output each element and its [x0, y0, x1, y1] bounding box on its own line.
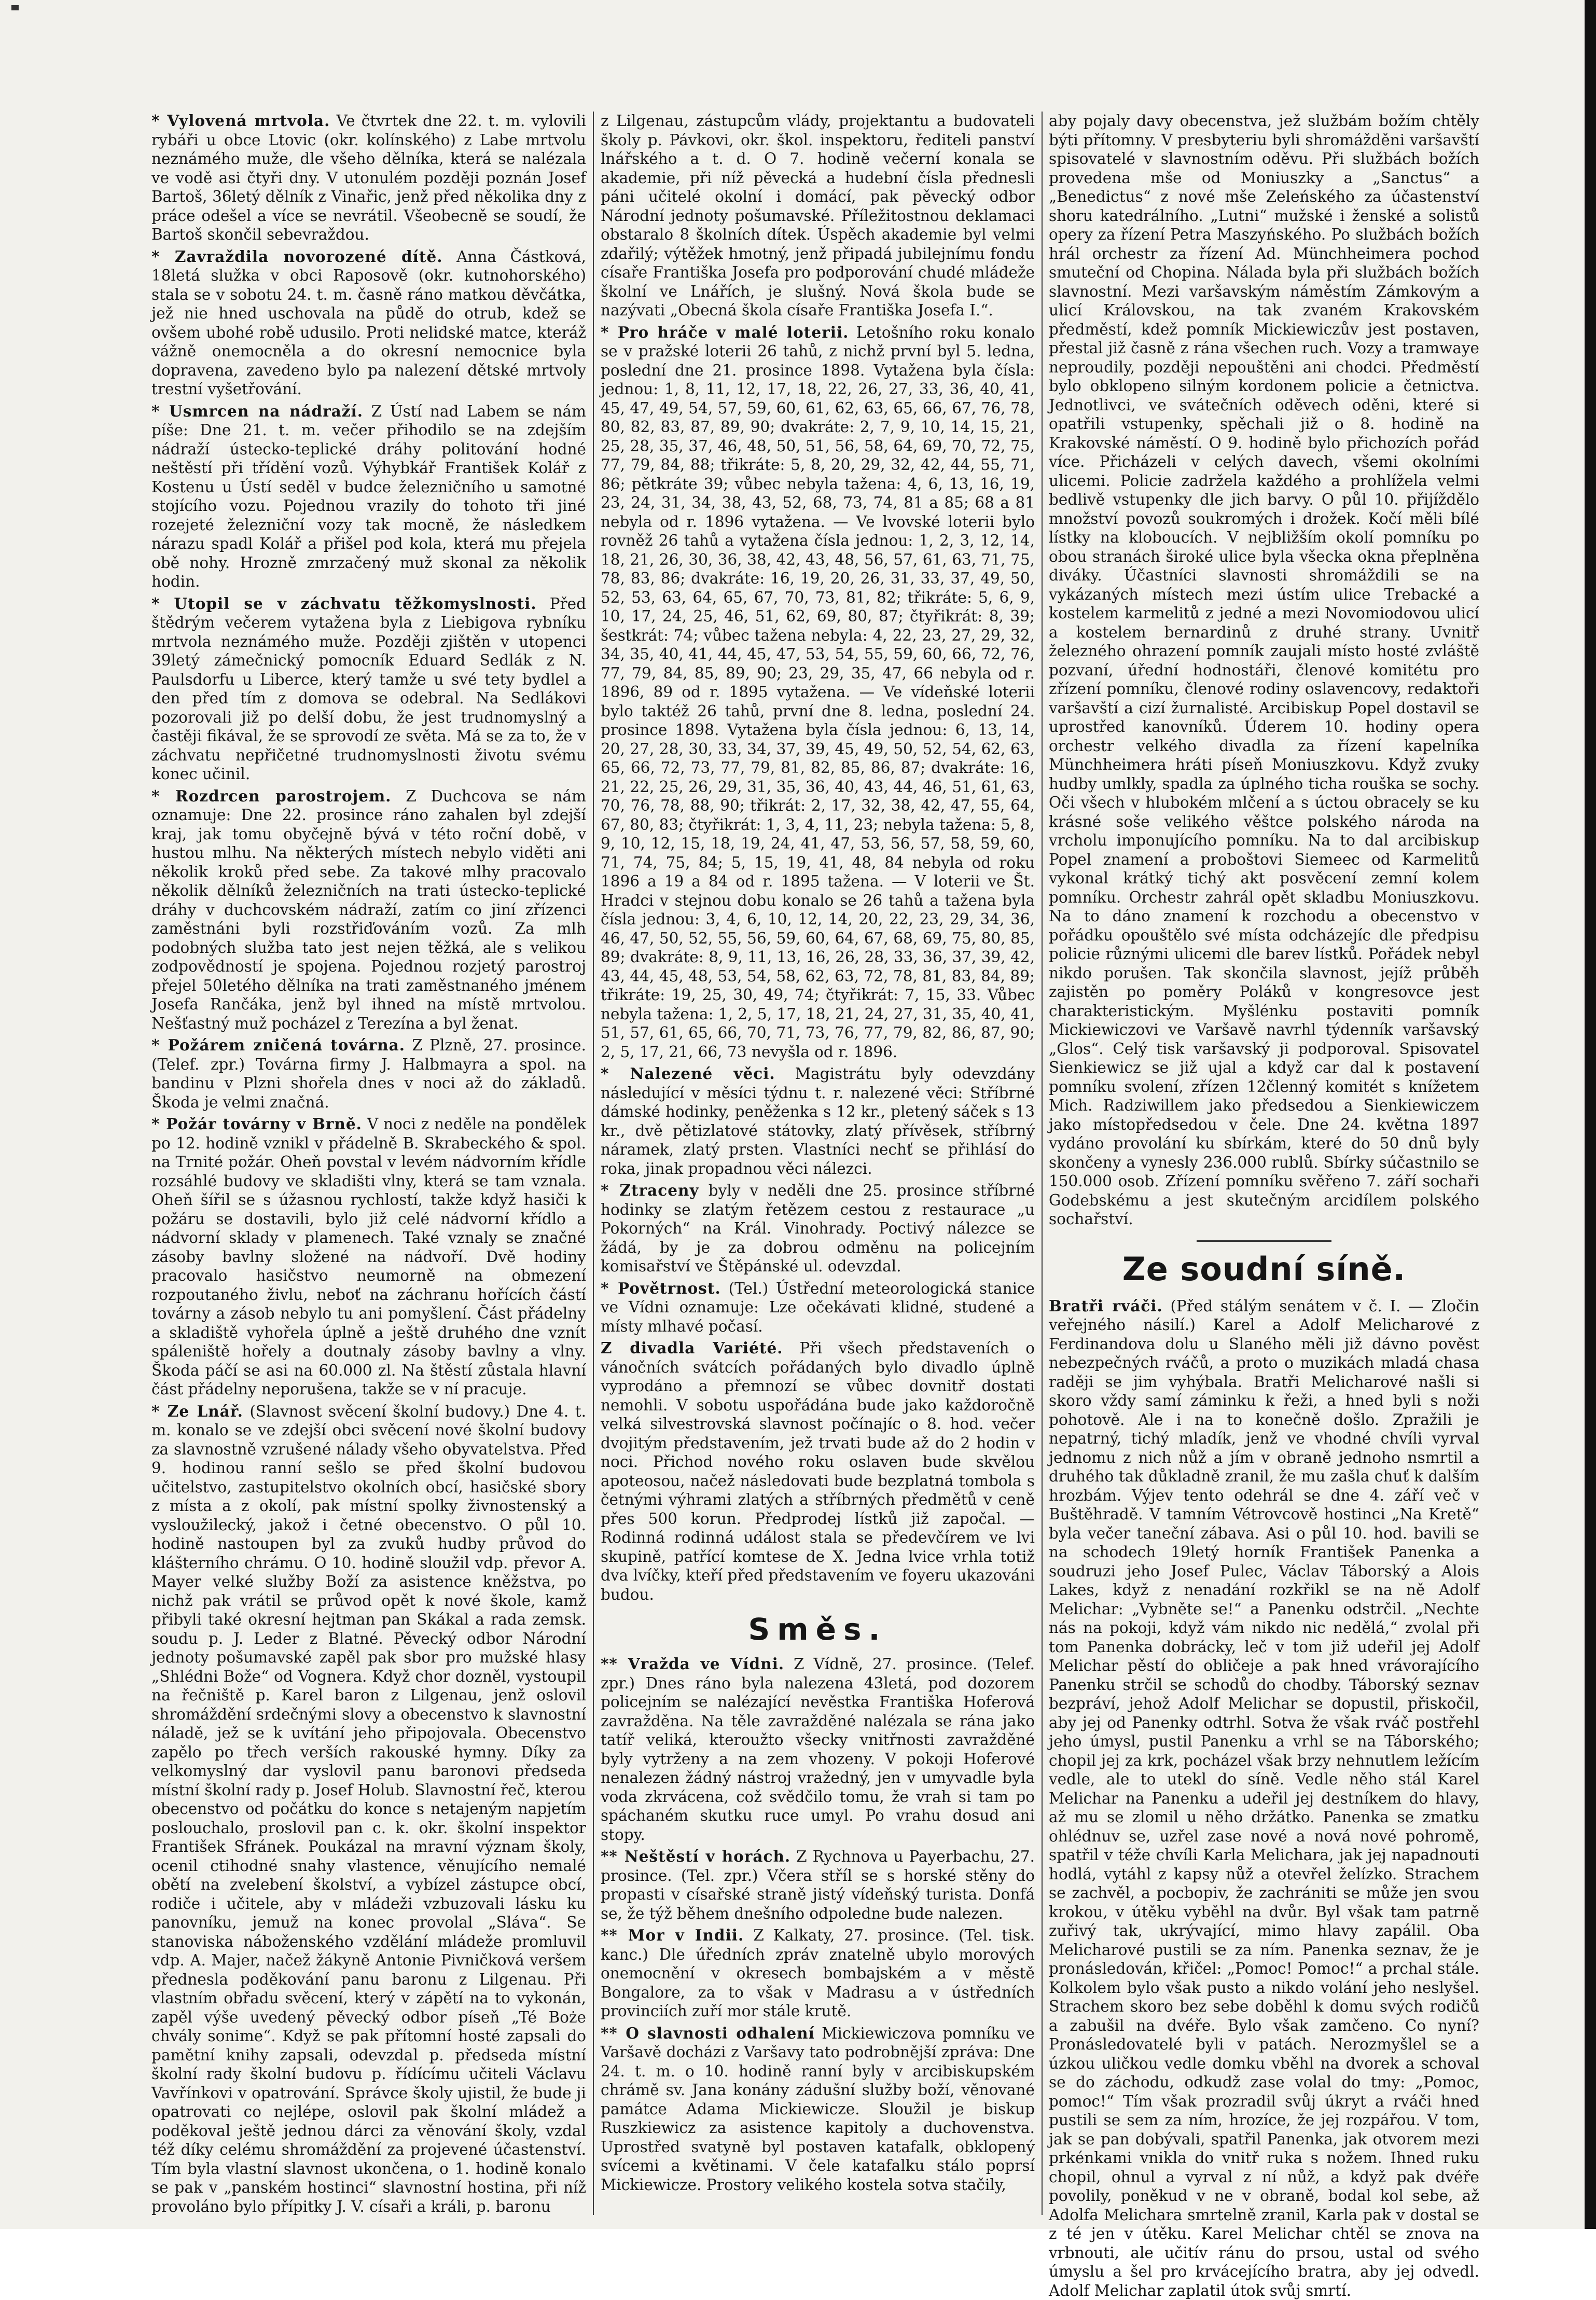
- article-heading: Bratři rváči.: [1049, 1297, 1163, 1315]
- article-heading: * Usmrcen na nádraží.: [151, 402, 363, 420]
- article-text: V noci z neděle na pondělek po 12. hodině vznikl v přádelně B. Skrabeckého & spol. na Trnité požár. Oheň povstal v levém nádvorním křídle rozsáhlé budovy ve skladišti vlny, která se tam vznala. Oheň šířil se s úžasnou rychlostí, takže když hasiči k požáru se dostavili, bylo již celé nádvorní křídlo a nádvorní sklady v plamenech. Také vznaly se značné zásoby bavlny složené na nádvoří. Dvě hodiny pracovalo hasičstvo neumorně na obmezení rozpoutaného živlu, neboť na záchranu hořících částí továrny a zásob nebylo tu ani pomyšlení. Část přádelny a skladiště vyhořela úplně a ještě druhého dne vznít spáleniště hořely a doutnaly zásoby bavlny a vlny. Škoda páčí se asi na 60.000 zl. Na štěstí zůstala hlavní část přádelny neporušena, takže se v ní pracuje.: [151, 1115, 586, 1398]
- article: [151, 402, 586, 591]
- article: [151, 1402, 586, 2216]
- article-text: Z Rychnova u Payerbachu, 27. prosince. (Tel. zpr.) Včera stříl se s horské stěny do propasti v císařské straně jistý vídeňský turista. Donfá se, že týž během dnešního odpoledne bude nalezen.: [601, 1848, 1035, 1922]
- article-text: Z Ústí nad Labem se nám píše: Dne 21. t. m. večer přihodilo se na zdejším nádraží ústecko-teplické dráhy politování hodné neštěstí při třídění vozů. Výhybkář František Kolář z Kostenu u Ústí seděl v budce železničního u samotné stojícího vozu. Pojednou vrazily do tohoto tři jiné rozejeté železniční vozy tak mocně, že následkem nárazu spadl Kolář a přišel pod kola, která mu přejela obě nohy. Hrozně zmrzačený muž skonal za několik hodin.: [151, 403, 586, 591]
- article: [151, 1036, 586, 1112]
- article-heading: * Požárem zničená továrna.: [151, 1036, 405, 1054]
- article-heading: * Pro hráče v malé loterii.: [601, 323, 849, 341]
- article-heading: ** Mor v Indii.: [601, 1926, 744, 1944]
- article-text: Letošního roku konalo se v pražské loterii 26 tahů, z nichž první byl 5. ledna, poslední dne 21. prosince 1898. Vytažena byla čísla: jednou: 1, 8, 11, 12, 17, 18, 22, 26, 27, 33, 36, 40, 41, 45, 47, 49, 54, 57, 59, 60, 61, 62, 63, 65, 66, 67, 76, 78, 80, 82, 83, 87, 89, 90; dvakráte: 2, 7, 9, 10, 14, 15, 21, 25, 28, 35, 37, 46, 48, 50, 51, 56, 58, 64, 69, 70, 72, 75, 77, 79, 84, 88; třikráte: 5, 8, 20, 29, 32, 42, 44, 55, 71, 86; pětkráte 39; vůbec nebyla tažena: 4, 6, 13, 16, 19, 23, 24, 31, 34, 38, 43, 52, 68, 73, 74, 81 a 85; 68 a 81 nebyla od r. 1896 vytažena. — Ve lvovské loterii bylo rovněž 26 tahů a vytažena čísla jednou: 1, 2, 3, 12, 14, 18, 21, 26, 30, 36, 38, 42, 43, 48, 56, 57, 61, 63, 71, 75, 78, 83, 86; dvakráte: 16, 19, 20, 26, 31, 33, 37, 49, 50, 52, 53, 63, 64, 65, 67, 70, 73, 81, 82; třikráte: 5, 6, 9, 10, 17, 24, 25, 46, 51, 62, 69, 80, 87; čtyřikrát: 8, 39; šestkrát: 74; vůbec tažena nebyla: 4, 22, 23, 27, 29, 32, 34, 35, 40, 41, 44, 45, 47, 53, 54, 55, 59, 60, 66, 72, 76, 77, 79, 84, 85, 89, 90; 23, 29, 35, 47, 66 nebyla od r. 1896, 89 od r. 1895 vytažena. — Ve vídeňské loterii bylo taktéž 26 tahů, první dne 8. ledna, poslední 24. prosince 1898. Vytažena byla čísla jednou: 6, 13, 14, 20, 27, 28, 30, 33, 34, 37, 39, 45, 49, 50, 52, 54, 62, 63, 65, 66, 72, 73, 77, 79, 81, 82, 85, 86, 87; dvakráte: 16, 21, 22, 25, 26, 29, 31, 35, 36, 40, 43, 44, 46, 51, 61, 63, 70, 76, 78, 88, 90; třikrát: 2, 17, 32, 38, 42, 47, 55, 64, 67, 80, 83; čtyřikrát: 1, 3, 4, 11, 23; nebyla tažena: 5, 8, 9, 10, 12, 15, 18, 19, 24, 41, 47, 53, 56, 57, 58, 59, 60, 71, 74, 75, 84; 5, 15, 19, 41, 48, 84 nebyla od roku 1896 a 19 a 84 od r. 1895 tažena. — V loterii ve Št. Hradci v stejnou dobu konalo se 26 tahů a tažena byla čísla jednou: 3, 4, 6, 10, 12, 14, 20, 22, 23, 29, 34, 36, 46, 47, 50, 52, 55, 56, 59, 60, 64, 67, 68, 69, 75, 80, 85, 89; dvakráte: 8, 9, 11, 13, 16, 26, 28, 33, 36, 37, 39, 42, 43, 44, 45, 48, 53, 54, 58, 62, 63, 72, 78, 81, 83, 84, 89; třikráte: 19, 25, 30, 49, 74; čtyřikrát: 7, 15, 33. Vůbec nebyla tažena: 1, 2, 5, 17, 18, 21, 24, 27, 31, 35, 40, 41, 51, 57, 61, 65, 66, 70, 71, 73, 76, 77, 79, 82, 86, 87, 90; 2, 5, 17, 21, 66, 73 nevyšla od r. 1896.: [601, 324, 1035, 1061]
- article-text: Magistrátu byly odevzdány následující v měsíci týdnu t. r. nalezené věci: Stříbrné dámské hodinky, peněženka s 12 kr., pletený sáček s 13 kr., dvě pětizlatové státovky, zlatý přívěsek, stříbrný náramek, zlatý prsten. Vlastníci nechť se přihlásí do roka, jinak propadnou věci nálezci.: [601, 1065, 1035, 1177]
- article-heading: * Požár továrny v Brně.: [151, 1115, 362, 1133]
- article: [151, 594, 586, 784]
- section-heading: Směs.: [601, 1611, 1035, 1647]
- article: [601, 323, 1035, 1062]
- article-heading: ** Neštěstí v horách.: [601, 1847, 790, 1865]
- article-text: Při všech představeních o vánočních svátcích pořádaných bylo divadlo úplně vyprodáno a přemnozí se vůbec dovnitř dostati nemohli. V sobotu uspořádána bude jako každoročně velká silvestrovská slavnost počínajíc o 8. hod. večer dvojitým představením, jež trvati bude až do 2 hodin v noci. Přichod nového roku oslaven bude skvělou apoteosou, načež následovati bude bezplatná tombola s četnými výhrami zlatých a stříbrných předmětů v ceně přes 500 korun. Předprodej lístků již započal. — Rodinná rodinná událost stala se předevčírem ve lvi skupině, patřící komtese de X. Jedna lvice vrhla totiž dva lvíčky, kteří před představením ve foyeru ukazováni budou.: [601, 1339, 1035, 1603]
- article: [151, 247, 586, 399]
- article-text: z Lilgenau, zástupcům vlády, projektantu a budovateli školy p. Pávkovi, okr. škol. inspektoru, řediteli panství lnářského a t. d. O 7. hodině večerní konala se akademie, při níž pěvecká a hudební čísla přednesli páni učitelé okolní i domácí, pak pěvecký odbor Národní jednoty pošumavské. Příležitostnou deklamaci obstaralo 8 školních dítek. Úspěch akademie byl velmi zdařilý; výtěžek hmotný, jenž připadá jubilejnímu fondu císaře Františka Josefa pro podporování chudé mládeže školní ve Lnářích, je slušný. Nová škola bude se nazývati „Obecná škola císaře Františka Josefa I.“.: [601, 112, 1035, 319]
- article-text: Ve čtvrtek dne 22. t. m. vylovili rybáři u obce Ltovic (okr. kolínského) z Labe mrtvolu neznámého muže, dle všeho dělníka, která se nalézala ve vodě asi čtyři dny. V utonulém později poznán Josef Bartoš, 36letý dělník z Vinařic, jenž před několika dny z práce odešel a více se nevrátil. Všeobecně se soudí, že Bartoš skončil sebevraždou.: [151, 112, 586, 243]
- column-rule: [593, 112, 594, 2215]
- article: [601, 1064, 1035, 1178]
- article-heading: Z divadla Variété.: [601, 1339, 783, 1357]
- article: [601, 1181, 1035, 1276]
- article-text: Anna Částková, 18letá služka v obci Raposově (okr. kutnohorského) stala se v sobotu 24. t. m. časně ráno matkou děvčátka, jež nie hned uschovala na půdě do otrub, kdež se ovšem ubohé robě udusilo. Proti nelidské matce, kteráž vážně onemocněla a do okresní nemocnice byla dopravena, zavedeno bylo pa nalezení dětské mrtvoly trestní vyšetřování.: [151, 248, 586, 398]
- article: [1049, 112, 1479, 1229]
- article-heading: ** Vražda ve Vídni.: [601, 1655, 784, 1673]
- article-heading: * Nalezené věci.: [601, 1064, 775, 1083]
- article-text: Mickiewiczova pomníku ve Varšavě docházi z Varšavy tato podrobnější zpráva: Dne 24. t. m. o 10. hodině ranní byly v arcibiskupském chrámě sv. Jana konány zádušní služby boží, věnované památce Adama Mickiewicze. Sloužil je biskup Ruszkiewicz za asistence kapitoly a duchovenstva. Uprostřed svatyně byl postaven katafalk, obklopený svícemi a květinami. V čele katafalku stálo poprsí Mickiewicze. Prostory velikého kostela sotva stačily,: [601, 2025, 1035, 2194]
- article: [601, 2024, 1035, 2195]
- article: [601, 1847, 1035, 1923]
- article-text: Před štědrým večerem vytažena byla z Liebigova rybníku mrtvola neznámého muže. Později zjištěn v utopenci 39letý zámečnický pomocník Eduard Sedlák z N. Paulsdorfu u Liberce, který tamže u své tety bydlel a den před tím z domova se odebral. Na Sedlákovi pozorovali již po delší dobu, že jest trudnomyslný a častěji fikával, že se sprovodí ze světa. Má se za to, že v záchvatu nepřičetné trudnomyslnosti životu svému konec učinil.: [151, 595, 586, 783]
- column-rule: [1042, 112, 1043, 2215]
- section-heading: Ze soudní síně.: [1049, 1249, 1479, 1290]
- article-heading: ** O slavnosti odhalení: [601, 2024, 815, 2042]
- section-divider: [1197, 1240, 1331, 1242]
- article-heading: * Ze Lnář.: [151, 1402, 243, 1420]
- article-text: Z Duchcova se nám oznamuje: Dne 22. prosince ráno zahalen byl zdejší kraj, jak tomu obyčejně bývá v této roční době, v hustou mlhu. Na některých místech nebylo viděti ani několik kroků před sebe. Za takové mlhy pracovalo několik dělníků železničních na trati ústecko-teplické dráhy v duchcovském nádraží, zatím co jiní zřízenci zaměstnáni byli rozstřiďováním vozů. Za mlh podobných služba tato jest nejen těžká, ale s velikou zodpovědností je spojena. Pojednou rozjetý parostroj přejel 50letého dělníka na trati zaměstnaného jménem Josefa Rančáka, jenž byl ihned na místě mrtvolou. Nešťastný muž pocházel z Terezína a byl ženat.: [151, 787, 586, 1032]
- article-heading: * Zavraždila novorozené dítě.: [151, 247, 443, 266]
- page-edge-shadow: [1585, 0, 1596, 2229]
- column-3: [1049, 112, 1479, 2218]
- article-text: Z Kalkaty, 27. prosince. (Tel. tisk. kanc.) Dle úředních zpráv znatelně ubylo morových onemocnění v okresech bombajském a v městě Bongalore, za to však v Madrasu a v ústředních provinciích zuří mor stále krutě.: [601, 1927, 1035, 2020]
- article-heading: * Ztraceny: [601, 1181, 699, 1199]
- article-heading: * Utopil se v záchvatu těžkomyslnosti.: [151, 594, 537, 613]
- article-text: (Slavnost svěcení školní budovy.) Dne 4. t. m. konalo se ve zdejší obci svěcení nové školní budovy za slavnostně vzrušené nálady všeho obyvatelstva. Před 9. hodinou ranní sešlo se před školní budovou učitelstvo, zastupitelstvo okolních obcí, hasičské sbory z místa a z okolí, pak místní spolky živnostenský a vysloužilecký, jakož i četné obecenstvo. O půl 10. hodině nastoupen byl za zvuků hudby průvod do klášterního chrámu. O 10. hodině sloužil vdp. převor A. Mayer velké služby Boží za asistence kněžstva, po nichž pak vrátil se průvod opět k nové škole, kamž přibyli také okresní hejtman pan Skákal a rada zemsk. soudu p. J. Leder z Blatné. Pěvecký odbor Národní jednoty pošumavské zapěl pak sbor pro mužské hlasy „Shlédni Bože“ od Vognera. Když chor dozněl, vystoupil na řečniště p. Karel baron z Lilgenau, jenž oslovil shromáždění srdečnými slovy a obecenstvo k slavnostní náladě, jež se k uvítání jeho připojovala. Obecenstvo zapělo po třech verších rakouské hymny. Díky za velkomyslný dar vyslovil panu baronovi předseda místní školní rady p. Josef Holub. Slavnostní řeč, kterou obecenstvo od počátku do konce s netajeným napjetím poslouchalo, proslovil pan c. k. okr. školní inspektor František Sfránek. Poukázal na mravní význam školy, ocenil ctihodné snahy vlastence, věnujícího nemalé obětí na zvelebení školství, a vybízel zástupce obcí, rodiče i učitele, aby v mládeži vzbuzovali lásku ku panovníku, jemuž na konec provolal „Sláva“. Se stanoviska náboženského vzdělání mládeže promluvil vdp. A. Majer, načež žákyně Antonie Pivničková veršem přednesla poděkování panu baronu z Lilgenau. Při vlastním obřadu svěcení, který v zápětí na to vykonán, zapěl výše uvedený pěvecký odbor píseň „Té Boże chvály sonime“. Když se pak přítomní hosté zapsali do pamětní knihy zapsali, odevzdal p. předseda místní školní rady školní budovu p. řídícímu učiteli Václavu Vavřínkovi v opatrování. Správce školy ujistil, že bude ji opatrovati co nejlépe, oslovil pak školní mládež a poděkoval ještě jednou dárci za věnování školy, vzdal též díky celému shromáždění za projevené účastenství. Tím byla vlastní slavnost ukončena, o 1. hodině konalo se pak v „panském hostinci“ slavnostní hostina, při níž provoláno bylo přípitky J. V. císaři a králi, p. baronu: [151, 1403, 586, 2215]
- article: [601, 1279, 1035, 1336]
- article: [601, 1655, 1035, 1844]
- article-text: byly v neděli dne 25. prosince stříbrné hodinky se zlatým řetězem cestou z restaurace „u Pokorných“ na Král. Vinohrady. Poctivý nálezce se žádá, by je za dobrou odměnu na policejním komisařství ve Štěpánské ul. odevzdal.: [601, 1182, 1035, 1275]
- page-corner-mark: [11, 5, 19, 10]
- article-heading: * Povětrnost.: [601, 1279, 721, 1297]
- article: [151, 1115, 586, 1399]
- article-text: Z Plzně, 27. prosince. (Telef. zpr.) Továrna firmy J. Halbmayra a spol. na bandinu v Plzni shořela dnes v noci až do základů. Škoda je velmi značná.: [151, 1036, 586, 1111]
- article-text: (Tel.) Ústřední meteorologická stanice ve Vídni oznamuje: Lze očekávati klidné, studené a místy mlhavé počasí.: [601, 1280, 1035, 1335]
- column-1: [151, 112, 586, 2218]
- article-text: aby pojaly davy obecenstva, jež službám božím chtěly býti přítomny. V presbyteriu byli shromážděni varšavští spisovatelé v slavnostním oděvu. Při službách božích provedena mše od Moniuszky a „Sanctus“ a „Benedictus“ z nové mše Zeleńského za účastenství shoru katedrálního. „Lutni“ mužské i ženské a solistů opery za řízení Petra Maszyńského. Po službách božích hrál orchestr za řízení Ad. Münchheimera pochod smuteční od Chopina. Nálada byla při službách božích slavnostní. Mezi varšavským náměstím Zámkovým a ulicí Královskou, na tak zvaném Krakovském předměstí, kdež pomník Mickiewiczův jest postaven, přestal již časně z rána všechen ruch. Vozy a tramwaye neproudily, později nepouštěni ani chodci. Předměstí bylo obklopeno silným kordonem policie a četnictva. Jednotlivci, ve svátečních oděvech oděni, které si opatřili vstupenky, spěchali již o 8. hodině na Krakovské náměstí. O 9. hodině bylo přichozích pořád více. Přicházeli v celých davech, všemi okolními ulicemi. Policie zadržela každého a prohlížela velmi bedlivě vstupenky dle jich barvy. O půl 10. přijíždělo množství povozů soukromých i drožek. Kočí měli bílé lístky na kloboucích. V nejbližším okolí pomníku po obou stranách široké ulice byla všecka okna přeplněna diváky. Účastníci slavnosti shromáždili se na vykázaných místech mezi ústím ulice Trebacké a kostelem karmelitů z jedné a mezi Novomiodovou ulicí a kostelem bernardinů z druhé strany. Uvnitř železného ohrazení pomník zaujali místo hosté zvláště pozvaní, úřední hodnostáři, členové komitétu pro zřízení pomníku, členové rodiny oslavencovy, redaktoři varšavští a cizí žurnalisté. Arcibiskup Popel dostavil se uprostřed kanovníků. Úderem 10. hodiny opera orchestr velkého divadla za řízení kapelníka Münchheimera hráti píseň Moniuszkovu. Když zvuky hudby umlkly, spadla za úplného ticha rouška se sochy. Oči všech v hlubokém mlčení a s úctou obracely se ku krásné soše velikého věštce polského národa na vrcholu imponujícího pomníku. Na to dal arcibiskup Popel znamení a proboštovi Siemeec od Karmelitů vykonal krátký tichý akt posvěcení zemní kolem pomníku. Orchestr zahrál opět skladbu Moniuszkovu. Na to dáno znamení k rozchodu a obecenstvo v pořádku opouštělo své místa odcházejíc dle předpisu policie různými ulicemi dle barev lístků. Pořádek nebyl nikdo porušen. Tak skončila slavnost, jejíž průběh zajistěn po poměry Poláků v kongresovce jest charakteristickým. Myšlénku postaviti pomník Mickiewiczovi ve Varšavě navrhl týdenník varšavský „Glos“. Celý tisk varšavský ji podporoval. Spisovatel Sienkiewicz se již ujal a když car dal k postavení pomníku svolení, zřízen 12členný komitét s knížetem Mich. Radziwillem jako předsedou a Sienkiewiczem jako místopředsedou v čele. Dne 24. května 1897 vydáno provolání ku sbírkám, které do 50 dnů byly skončeny a vynesly 236.000 rublů. Sbírky súčastnilo se 150.000 osob. Zřízení pomníku svěřeno 7. září sochaři Godebskému a jest skutečným arcidílem polského sochařství.: [1049, 112, 1479, 1228]
- article-heading: * Rozdrcen parostrojem.: [151, 787, 391, 805]
- article: [601, 1926, 1035, 2021]
- article-text: Z Vídně, 27. prosince. (Telef. zpr.) Dnes ráno byla nalezena 43letá, pod dozorem policejním se nalézající nevěstka Františka Hoferová zavražděna. Na těle zavražděné nalézala se rána jako tatíř veliká, kteroužto všecky vnitřnosti zavražděné byly vytrženy a na zem vhozeny. V pokoji Hoferové nenalezen žádný nástroj vražedný, jen v umyvadle byla voda zkrvácena, což svědčilo tomu, že vrah si tam po spáchaném skutku ruce umyl. Po vrahu dosud ani stopy.: [601, 1655, 1035, 1844]
- article: [601, 112, 1035, 320]
- article-text: (Před stálým senátem v č. I. — Zločin veřejného násilí.) Karel a Adolf Melicharové z Ferdinandova dolu u Slaného měli již dávno pověst nebezpečných rváčů, a proto o muzikách mladá chasa raději se jim vyhýbala. Bratři Melicharové našli si skoro vždy samí záminku k řeži, a hned byli s noži pohotově. Ale i na to konečně došlo. Zpražili je nepatrný, tichý mladík, jenž ve vhodné chvíli vyrval jednomu z nich nůž a jím v obraně jednoho nsmrtil a druhého tak důkladně zranil, že mu zašla chuť k dalším hrozbám. Výjev tento odehrál se dne 4. září več v Buštěhradě. V tamním Vétrovcově hostinci „Na Kretě“ byla večer taneční zábava. Asi o půl 10. hod. bavili se na schodech 19letý horník František Panenka a soudruzi jeho Josef Pulec, Václav Táborský a Alois Lakes, když z nenadání rozkřikl se na ně Adolf Melichar: „Vybněte se!“ a Panenku odstrčil. „Nechte nás na pokoji, když vám nikdo nic nedělá,“ zvolal při tom Panenka dobrácky, leč v tom již udeřil jej Adolf Melichar pěstí do obličeje a pak hned vrávorajícího Panenku strčil se schodů do chodby. Táborský seznav bezpráví, jehož Adolf Melichar se dopustil, přiskočil, aby jej od Panenky odtrhl. Sotva že však rváč postřehl jeho úmysl, pustil Panenku a vrhl se na Táborského; chopil jej za krk, pocházel však brzy nehnutlem ležícím vedle, ale to utekl do síně. Vedle něho stál Karel Melichar na Panenku a udeřil jej destníkem do hlavy, až mu se zlomil u něho držátko. Panenka se zmatku ohlédnuv se, uzřel zase nové a nová nové pohromě, spatřil v téže chvíli Karla Melichara, jak jej napadnouti hodlá, vytáhl z kapsy nůž a otevřel želízko. Strachem se zachvěl, a pocbopiv, že zachrániti se může jen svou krokou, v útěku vyběhl na dvůr. Byl však tam patrně zuřivý tak, ukrývající, mimo hlavy zapálil. Oba Melicharové pustili se za ním. Panenka seznav, že je pronásledován, křičel: „Pomoc! Pomoc!“ a prchal stále. Kolkolem bylo však pusto a nikdo volání jeho neslyšel. Strachem skoro bez sebe doběhl k domu svých rodičů a zabušil na dvéře. Bylo však zamčeno. Co nyní? Pronásledovatelé byli v patách. Nerozmyšlel se a úzkou uličkou vedle domku vběhl na dvorek a schoval se do záchodu, odkudž zase volal do tmy: „Pomoc, pomoc!“ Tím však prozradil svůj úkryt a rváči hned pustili se sem za ním, hrozíce, že jej rozpářou. V tom, jak se pan dobývali, spatřil Panenka, jak otvorem mezi prkénkami vnikla do vnitř ruka s nožem. Ihned ruku chopil, ohnul a vyrval z ní nůž, a když pak dvéře povolily, poněkud v ne v obraně, bodal kol sebe, až Adolfa Melichara smrtelně zranil, Karla pak v dostal se z té jen v útěku. Karel Melichar chtěl se znova na vrbnouti, ale učitív ránu do prsou, ustal od svého úmyslu a šel pro krvácejícího bratra, aby jej odvedl. Adolf Melichar zaplatil útok svůj smrtí.: [1049, 1297, 1479, 2299]
- article: [1049, 1297, 1479, 2300]
- article-heading: * Vylovená mrtvola.: [151, 112, 330, 130]
- article: [151, 787, 586, 1033]
- article: [151, 112, 586, 244]
- column-2: [601, 112, 1035, 2218]
- article: [601, 1339, 1035, 1604]
